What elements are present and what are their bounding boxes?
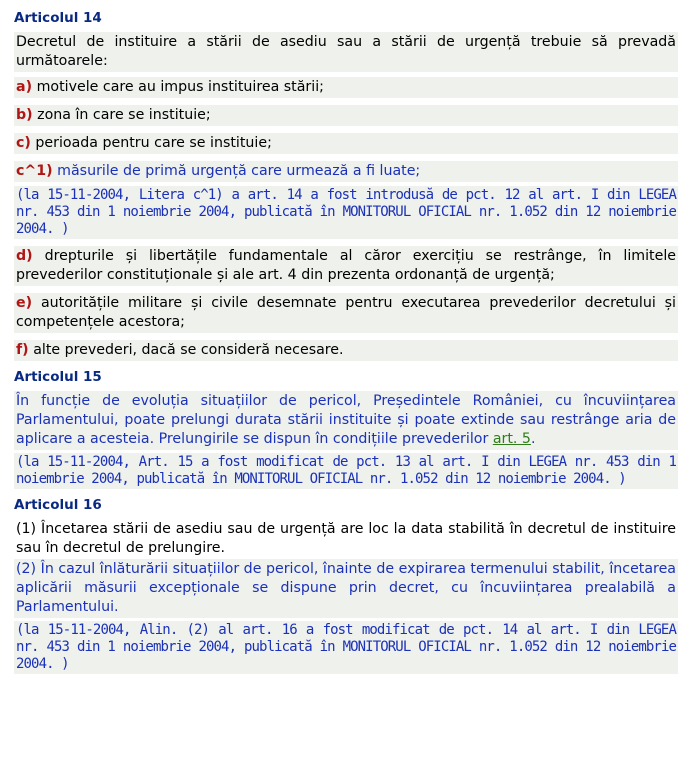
art15-amendment-note: (la 15-11-2004, Art. 15 a fost modificat de pct. 13 al art. I din LEGEA nr. 453 din 1 noiembrie 2004, publicată în MONITORUL OFICIAL nr. 1.052 din 12 noiembrie 2004. ) — [16, 454, 676, 487]
art14-item-c1 — [14, 161, 678, 182]
article-15-period: . — [530, 431, 536, 447]
item-letter: f) — [16, 342, 29, 358]
art16-amendment-note: (la 15-11-2004, Alin. (2) al art. 16 a fost modificat de pct. 14 al art. I din LEGEA nr. 453 din 1 noiembrie 2004, publicată în MONITORUL OFICIAL nr. 1.052 din 12 noiembrie 2004. ) — [16, 622, 676, 672]
item-letter: e) — [16, 295, 33, 311]
art14-item-d — [14, 246, 678, 286]
article-14-title: Articolul 14 — [14, 10, 102, 26]
item-letter: c^1) — [16, 163, 53, 179]
art14-item-f — [14, 340, 678, 361]
item-text: drepturile și libertățile fundamentale al căror exercițiu se restrânge, în limitele prevederilor constituționale și ale art. 4 din prezenta ordonanță de urgență; — [16, 248, 676, 283]
art14-amendment-note: (la 15-11-2004, Litera c^1) a art. 14 a fost introdusă de pct. 12 al art. I din LEGEA nr. 453 din 1 noiembrie 2004, publicată în MONITORUL OFICIAL nr. 1.052 din 12 noiembrie 2004. ) — [16, 187, 676, 237]
item-text: alte prevederi, dacă se consideră necesare. — [33, 342, 344, 358]
article-16-par-2: (2) În cazul înlăturării situațiilor de pericol, înainte de expirarea termenului stabilit, încetarea aplicării măsurii excepționale se dispune prin decret, cu încuviințarea prealabilă a Parlamentului. — [14, 559, 678, 618]
article-16-par-1: (1) Încetarea stării de asediu sau de urgență are loc la data stabilită în decretul de instituire sau în decretul de prelungire. — [16, 521, 676, 556]
article-16-title: Articolul 16 — [14, 497, 102, 513]
article-15-body: În funcție de evoluția situațiilor de pericol, Președintele României, cu încuviințarea Parlamentului, poate prelungi durata stării instituite și poate extinde sau restrânge aria de aplicare a acesteia. Prelungirile se dispun în condițiile prevederilor — [16, 393, 676, 447]
item-text: măsurile de primă urgență care urmează a fi luate; — [57, 163, 421, 179]
item-letter: d) — [16, 248, 33, 264]
article-15-title: Articolul 15 — [14, 369, 102, 385]
item-text: zona în care se instituie; — [37, 107, 211, 123]
art-5-link[interactable]: art. 5 — [492, 431, 531, 447]
item-text: motivele care au impus instituirea stării; — [36, 79, 324, 95]
item-text: perioada pentru care se instituie; — [35, 135, 272, 151]
item-letter: b) — [16, 107, 33, 123]
article-15-text — [14, 391, 678, 450]
article-14-intro: Decretul de instituire a stării de asediu sau a stării de urgență trebuie să prevadă următoarele: — [14, 32, 678, 72]
art14-item-e — [14, 293, 678, 333]
art14-item-b — [14, 105, 678, 126]
item-letter: c) — [16, 135, 31, 151]
art14-item-a — [14, 77, 678, 98]
item-letter: a) — [16, 79, 33, 95]
art14-item-c — [14, 133, 678, 154]
item-text: autoritățile militare și civile desemnate pentru executarea prevederilor decretului și competențele acestora; — [16, 295, 676, 330]
